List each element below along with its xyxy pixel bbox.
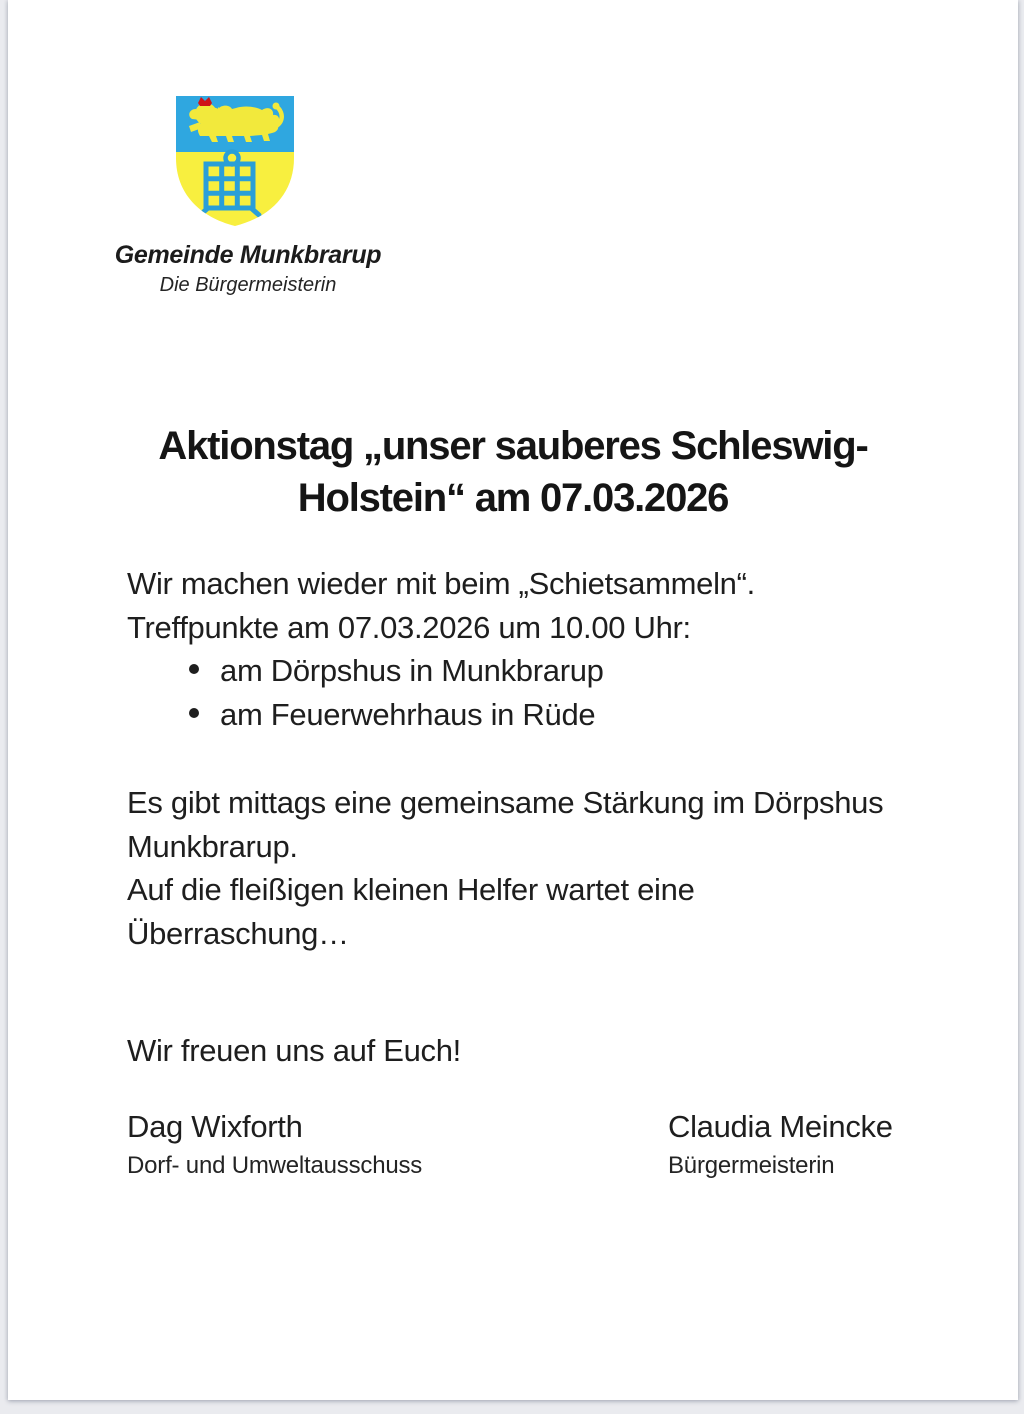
list-item [127,693,957,737]
meeting-points-list [127,649,957,736]
info-line: Es gibt mittags eine gemeinsame Stärkung im Dörpshus [127,785,884,820]
org-name: Gemeinde Munkbrarup [114,241,382,269]
info-line: Munkbrarup. [127,828,298,864]
org-role: Die Bürgermeisterin [159,274,337,296]
intro-line: Wir machen wieder mit beim „Schietsammeln“. [127,566,755,601]
signature-left [127,1108,422,1181]
signature-name: Dag Wixforth [127,1109,303,1144]
bullet-icon [189,708,199,718]
coat-of-arms-icon [176,96,294,226]
info-paragraph [127,781,957,955]
bullet-icon [189,664,199,674]
meeting-point: am Feuerwehrhaus in Rüde [220,696,596,732]
document-body [127,562,957,1073]
intro-line: Treffpunkte am 07.03.2026 um 10.00 Uhr: [127,609,691,645]
meeting-point: am Dörpshus in Munkbrarup [220,653,604,688]
signature-name: Claudia Meincke [668,1109,893,1144]
info-line: Überraschung… [127,915,349,951]
signature-role: Bürgermeisterin [668,1152,835,1179]
page-title-line1: Aktionstag „unser sauberes Schleswig- [158,424,868,468]
closing-line: Wir freuen uns auf Euch! [127,1033,461,1068]
page-title [8,420,1018,524]
sender-block [111,241,385,297]
page-title-line2: Holstein“ am 07.03.2026 [297,476,729,520]
signature-block [127,1108,978,1198]
list-item [127,649,957,693]
signature-right [668,1108,893,1181]
info-line: Auf die fleißigen kleinen Helfer wartet eine [127,872,695,907]
document-page [8,0,1018,1400]
signature-role: Dorf- und Umweltausschuss [127,1152,423,1179]
